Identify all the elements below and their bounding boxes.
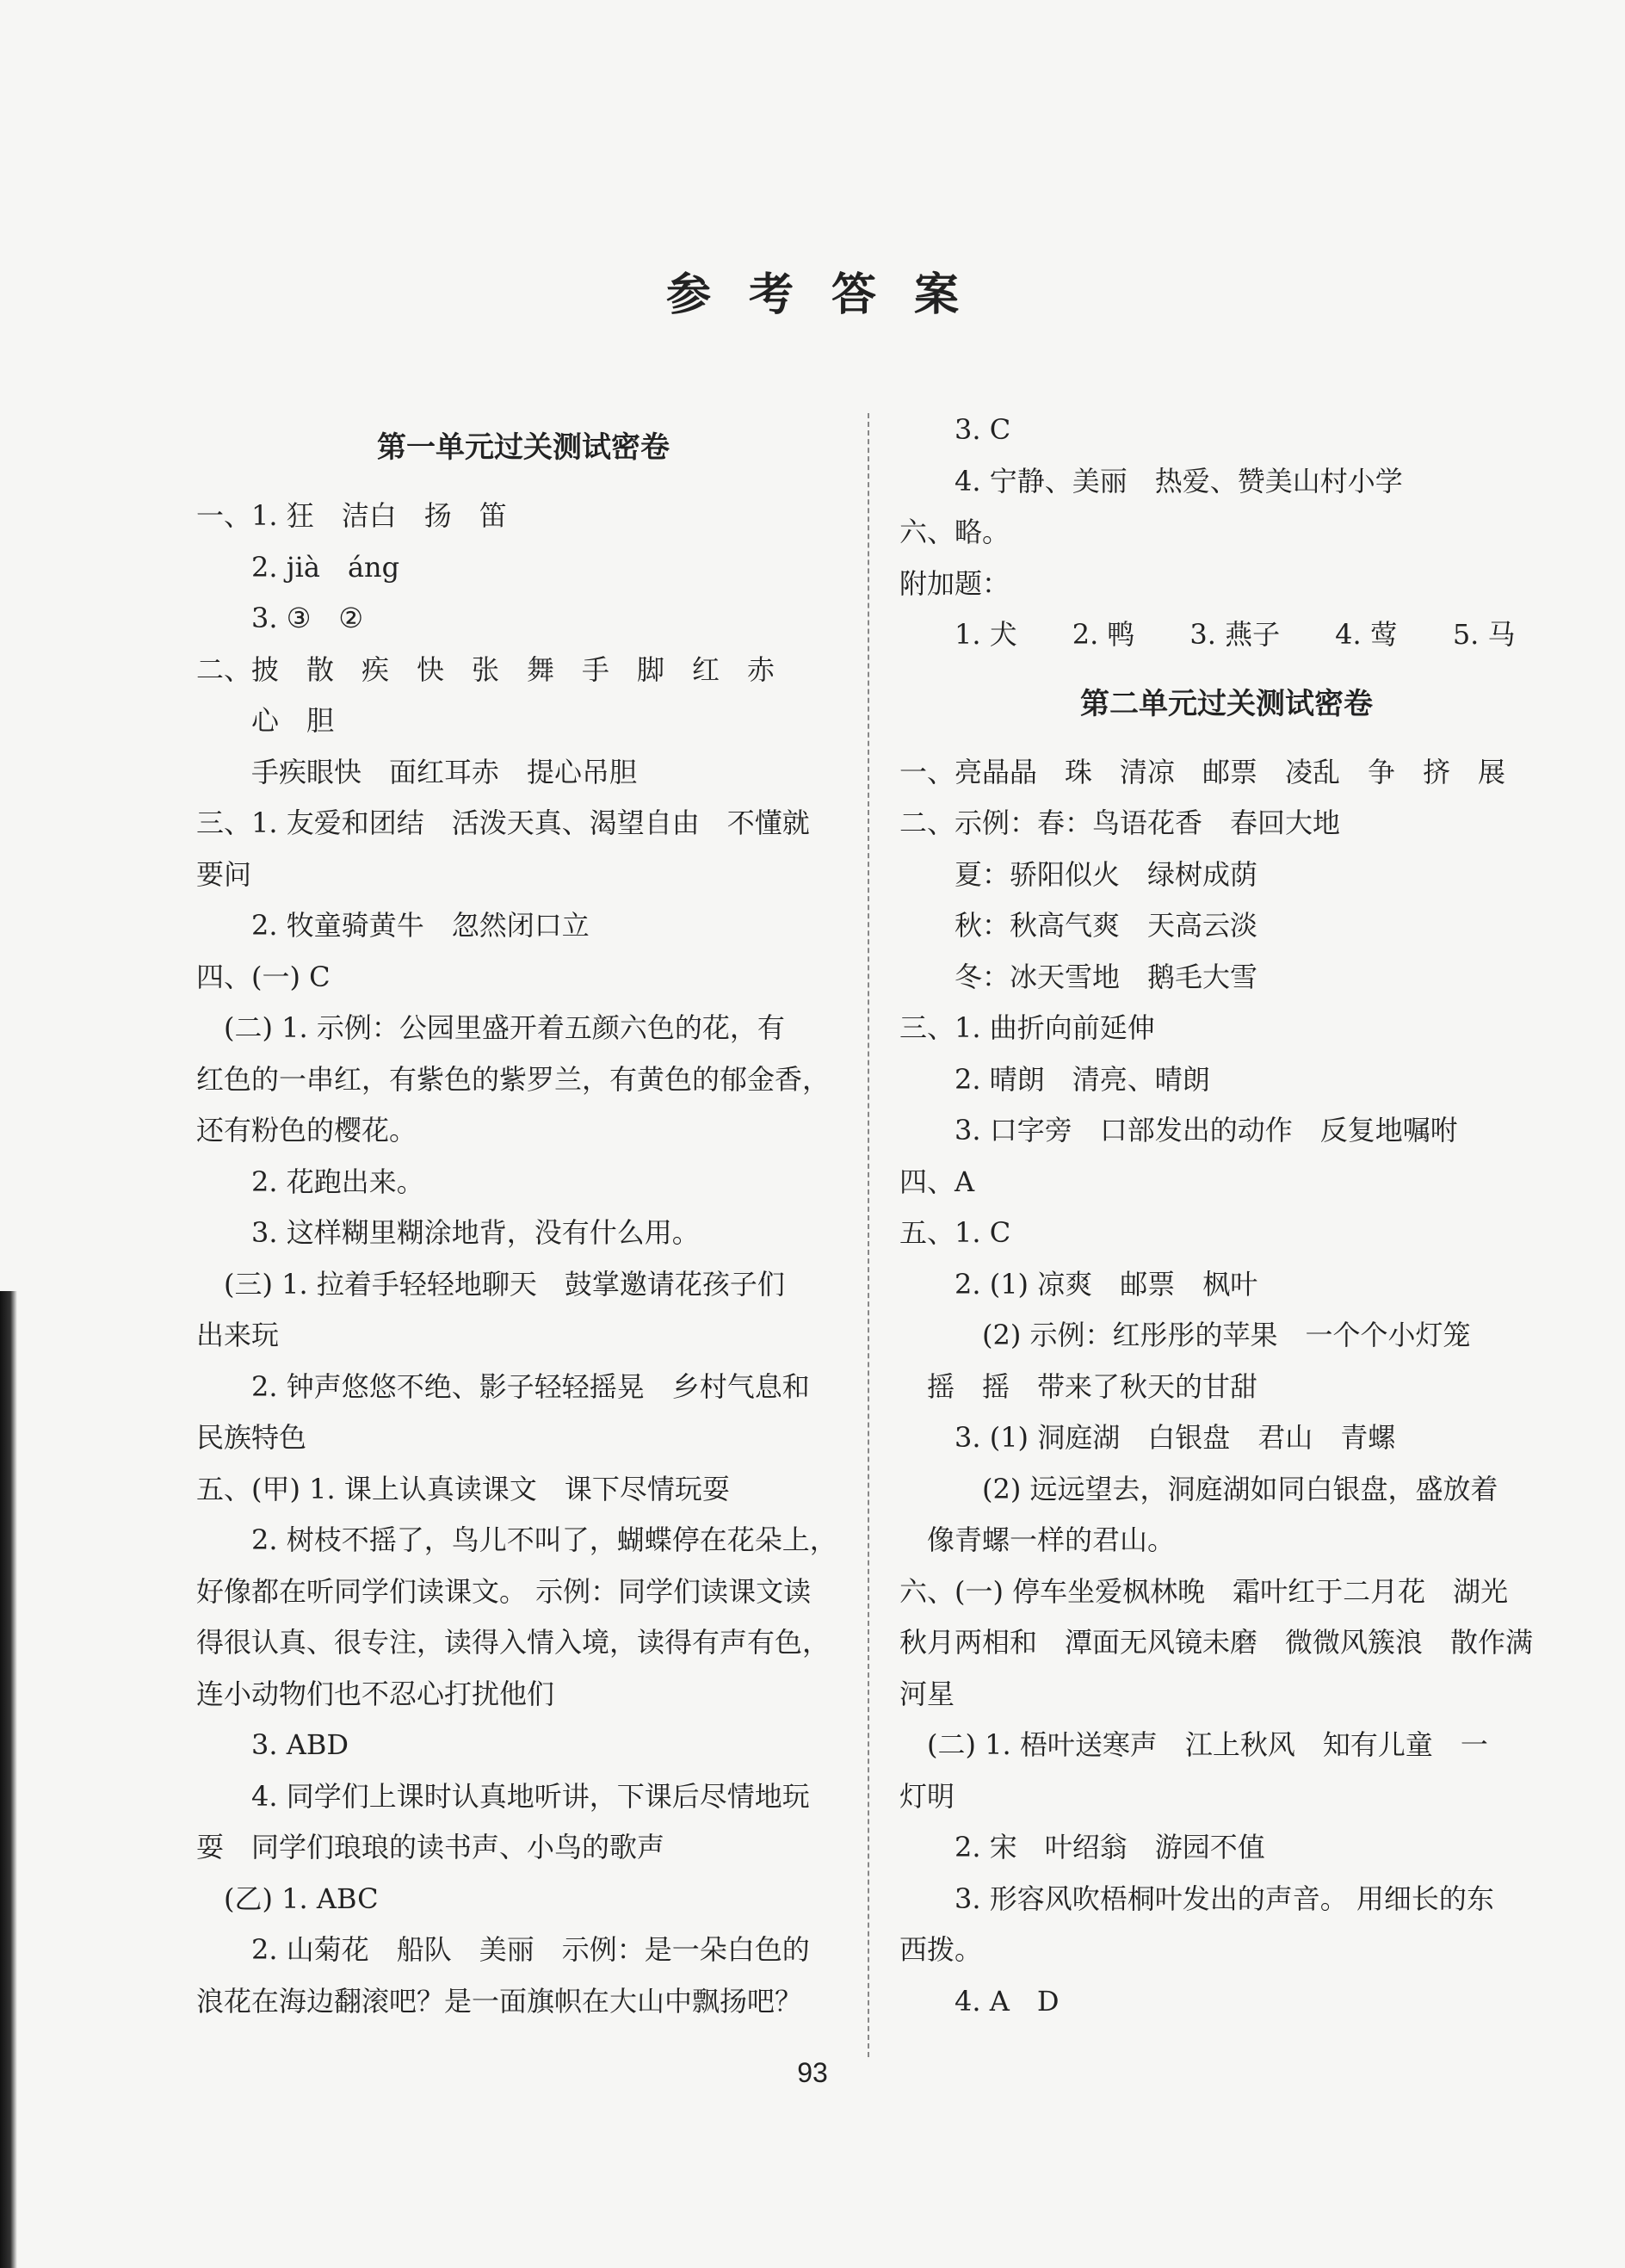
answer-line: 3. (1) 洞庭湖 白银盘 君山 青螺 <box>955 1421 1396 1454</box>
answer-line: 1. 犬 2. 鸭 3. 燕子 4. 莺 5. 马 <box>955 618 1516 651</box>
answer-line: 五、(甲) 1. 课上认真读课文 课下尽情玩耍 <box>196 1472 730 1505</box>
answer-line: 像青螺一样的君山。 <box>927 1523 1176 1556</box>
right-column <box>899 405 1554 2027</box>
unit-one-continued-answers <box>899 405 1554 661</box>
answer-line: 要问 <box>196 857 252 891</box>
answer-line: 2. 钟声悠悠不绝、影子轻轻摇晃 乡村气息和 <box>251 1369 810 1403</box>
answer-line: 2. 牧童骑黄牛 忽然闭口立 <box>251 909 590 942</box>
answer-line: 2. (1) 凉爽 邮票 枫叶 <box>955 1267 1258 1301</box>
answer-line: 2. jià áng <box>251 550 400 584</box>
answer-line: 3. ABD <box>251 1728 349 1761</box>
answer-line: 得很认真、很专注，读得入情入境，读得有声有色， <box>196 1626 831 1659</box>
answer-line: (二) 1. 梧叶送寒声 江上秋风 知有儿童 一 <box>927 1728 1488 1761</box>
answer-line: 秋：秋高气爽 天高云淡 <box>955 909 1258 942</box>
answer-line: 手疾眼快 面红耳赤 提心吊胆 <box>251 755 638 788</box>
page-number: 93 <box>797 2057 828 2088</box>
answer-line: (三) 1. 拉着手轻轻地聊天 鼓掌邀请花孩子们 <box>224 1267 785 1301</box>
answer-line: 夏：骄阳似火 绿树成荫 <box>955 857 1258 891</box>
answer-line: 出来玩 <box>196 1319 280 1351</box>
answer-line: 2. 晴朗 清亮、晴朗 <box>955 1062 1210 1096</box>
answer-line: (2) 示例：红彤彤的苹果 一个个小灯笼 <box>982 1319 1471 1351</box>
answer-line: 好像都在听同学们读课文。 示例：同学们读课文读 <box>196 1574 812 1608</box>
answer-line: 4. 同学们上课时认真地听讲，下课后尽情地玩 <box>251 1779 810 1813</box>
answer-line: (乙) 1. ABC <box>224 1882 379 1915</box>
answer-line: 2. 花跑出来。 <box>251 1165 424 1198</box>
answer-line: 浪花在海边翻滚吧？是一面旗帜在大山中飘扬吧？ <box>196 1984 803 2018</box>
answer-line: 3. 口字旁 口部发出的动作 反复地嘱咐 <box>955 1114 1458 1146</box>
answer-line: 心 胆 <box>251 704 335 737</box>
answer-line: 三、1. 友爱和团结 活泼天真、渴望自由 不懂就 <box>196 806 810 839</box>
page-title: 参考答案 <box>665 269 997 321</box>
answer-line: 耍 同学们琅琅的读书声、小鸟的歌声 <box>196 1831 665 1863</box>
unit-two-answers <box>899 747 1554 2028</box>
answer-line: 二、披 散 疾 快 张 舞 手 脚 红 赤 <box>196 652 775 686</box>
scan-edge-shadow <box>0 1291 17 2268</box>
answer-line: 4. A D <box>955 1984 1060 2018</box>
answer-line: 西拨。 <box>899 1933 983 1966</box>
answer-line: 摇 摇 带来了秋天的甘甜 <box>927 1369 1258 1403</box>
answer-line: 六、(一) 停车坐爱枫林晚 霜叶红于二月花 湖光 <box>899 1574 1509 1608</box>
answer-line: 五、1. C <box>899 1216 1011 1249</box>
unit-one-heading: 第一单元过关测试密卷 <box>377 430 670 465</box>
left-column <box>196 405 850 2027</box>
answer-line: 冬：冰天雪地 鹅毛大雪 <box>955 960 1258 993</box>
unit-two-heading: 第二单元过关测试密卷 <box>1080 686 1373 721</box>
answer-line: 灯明 <box>899 1779 955 1813</box>
answer-line: 还有粉色的樱花。 <box>196 1114 417 1146</box>
unit-one-answers <box>196 491 850 2027</box>
answer-line: 二、示例：春：鸟语花香 春回大地 <box>899 806 1341 839</box>
answer-line: 民族特色 <box>196 1421 307 1454</box>
column-divider <box>868 413 869 2057</box>
answer-line: 三、1. 曲折向前延伸 <box>899 1011 1155 1044</box>
answer-line: 一、1. 狂 洁白 扬 笛 <box>196 499 507 532</box>
answer-line: (2) 远远望去，洞庭湖如同白银盘，盛放着 <box>982 1472 1498 1505</box>
answer-line: 四、A <box>899 1165 975 1198</box>
answer-line: 3. ③ ② <box>251 602 364 634</box>
answer-line: 2. 树枝不摇了，鸟儿不叫了，蝴蝶停在花朵上， <box>251 1523 837 1556</box>
answer-line: (二) 1. 示例：公园里盛开着五颜六色的花，有 <box>224 1011 785 1044</box>
answer-line: 3. 形容风吹梧桐叶发出的声音。 用细长的东 <box>955 1882 1494 1915</box>
answer-line: 一、亮晶晶 珠 清凉 邮票 凌乱 争 挤 展 <box>899 755 1506 788</box>
answer-line: 3. 这样糊里糊涂地背，没有什么用。 <box>251 1216 700 1249</box>
answer-line: 附加题： <box>899 566 1010 600</box>
answer-line: 3. C <box>955 413 1011 446</box>
answer-line: 红色的一串红，有紫色的紫罗兰，有黄色的郁金香， <box>196 1062 831 1096</box>
answer-line: 2. 山菊花 船队 美丽 示例：是一朵白色的 <box>251 1933 810 1966</box>
answer-line: 秋月两相和 潭面无风镜未磨 微微风簇浪 散作满 <box>899 1626 1534 1659</box>
answer-line: 4. 宁静、美丽 热爱、赞美山村小学 <box>955 464 1403 497</box>
answer-line: 河星 <box>899 1677 955 1710</box>
answer-line: 四、(一) C <box>196 960 331 993</box>
answer-line: 六、略。 <box>899 516 1010 548</box>
answer-line: 连小动物们也不忍心打扰他们 <box>196 1677 555 1710</box>
answer-line: 2. 宋 叶绍翁 游园不值 <box>955 1831 1265 1863</box>
